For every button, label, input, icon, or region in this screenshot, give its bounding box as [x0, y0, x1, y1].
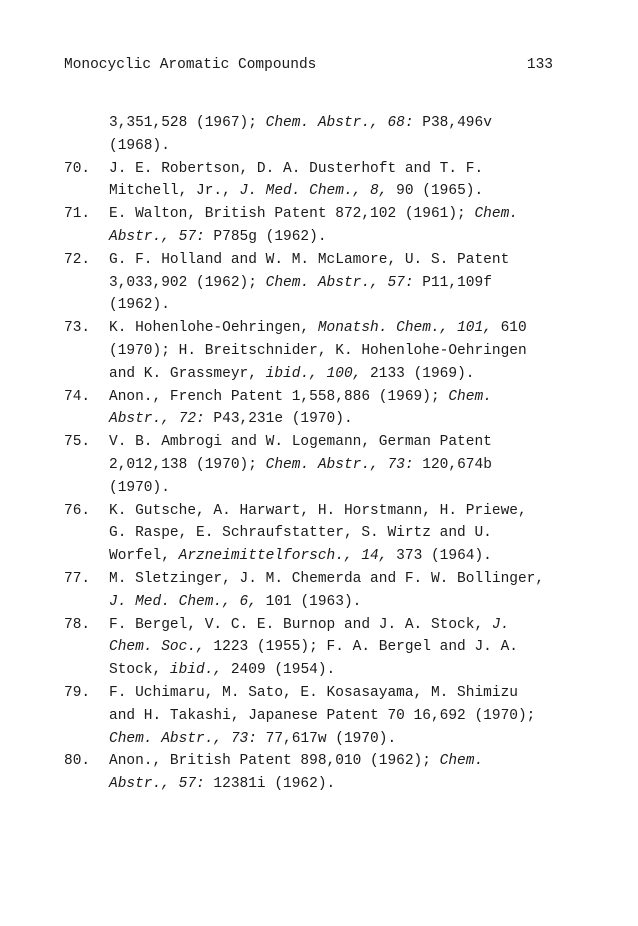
citation-text: 2,012,138 (1970);	[109, 456, 266, 473]
citation-text: J. E. Robertson, D. A. Dusterhoft and T. F.	[109, 160, 484, 177]
reference-number: 78.	[64, 616, 91, 633]
reference-line	[109, 180, 584, 203]
citation-italic-text: J.	[491, 616, 510, 633]
reference-line	[109, 636, 584, 659]
reference-line	[109, 614, 584, 637]
citation-text: M. Sletzinger, J. M. Chemerda and F. W. Bollinger,	[109, 570, 545, 587]
citation-text: 77,617w (1970).	[256, 730, 397, 747]
citation-text: 120,674b	[413, 456, 492, 473]
citation-italic-text: Chem. Abstr., 73:	[265, 456, 414, 473]
citation-text: E. Walton, British Patent 872,102 (1961);	[109, 206, 475, 223]
page-number: 133	[526, 57, 553, 73]
citation-text: G. F. Holland and W. M. McLamore, U. S. Patent	[109, 251, 510, 268]
reference-entry	[64, 317, 584, 385]
reference-number: 74.	[64, 388, 91, 405]
reference-line	[109, 705, 584, 728]
citation-text: Anon., British Patent 898,010 (1962);	[109, 753, 440, 770]
reference-entry	[64, 568, 584, 614]
citation-text: 610	[491, 320, 527, 337]
citation-text: K. Hohenlohe-Oehringen,	[109, 320, 318, 337]
reference-line	[109, 522, 584, 545]
reference-number: 75.	[64, 434, 91, 451]
citation-text: Mitchell, Jr.,	[109, 183, 240, 200]
citation-italic-text: ibid.,	[169, 662, 223, 679]
citation-italic-text: J. Med. Chem., 8,	[239, 183, 388, 200]
reference-line	[109, 750, 584, 773]
citation-text: 1223 (1955); F. A. Bergel and J. A.	[204, 639, 518, 656]
citation-text: V. B. Ambrogi and W. Logemann, German Patent	[109, 434, 492, 451]
reference-line	[109, 226, 584, 249]
reference-number: 77.	[64, 570, 91, 587]
citation-italic-text: Chem.	[474, 206, 518, 223]
citation-italic-text: Abstr., 57:	[109, 228, 205, 245]
citation-text: Stock,	[109, 662, 170, 679]
citation-italic-text: Abstr., 72:	[109, 411, 205, 428]
reference-entry	[64, 682, 584, 750]
reference-line	[109, 249, 584, 272]
reference-line	[109, 294, 584, 317]
citation-italic-text: ibid., 100,	[265, 365, 362, 382]
reference-entry	[64, 431, 584, 499]
citation-italic-text: Arzneimittelforsch., 14,	[178, 548, 388, 565]
citation-text: 2133 (1969).	[361, 365, 475, 382]
reference-line	[109, 112, 584, 135]
citation-italic-text: Chem.	[439, 753, 484, 770]
citation-text: F. Uchimaru, M. Sato, E. Kosasayama, M. Shimizu	[109, 684, 518, 701]
citation-text: and K. Grassmeyr,	[109, 365, 266, 382]
reference-entry	[64, 614, 584, 682]
citation-text: 373 (1964).	[387, 548, 492, 565]
citation-italic-text: Chem. Abstr., 57:	[265, 274, 414, 291]
citation-text: 12381i (1962).	[204, 776, 336, 793]
citation-text: (1970).	[109, 479, 170, 496]
citation-text: (1968).	[109, 137, 170, 154]
reference-line	[109, 500, 584, 523]
reference-entry	[64, 112, 584, 158]
reference-line	[109, 135, 584, 158]
reference-line	[109, 682, 584, 705]
citation-text: P11,109f	[413, 274, 492, 291]
reference-line	[109, 591, 584, 614]
citation-text: F. Bergel, V. C. E. Burnop and J. A. Stock,	[109, 616, 492, 633]
citation-text: 3,351,528 (1967);	[109, 115, 266, 131]
reference-number: 70.	[64, 160, 91, 177]
reference-number: 76.	[64, 502, 91, 519]
reference-line	[109, 477, 584, 500]
citation-text: G. Raspe, E. Schraufstatter, S. Wirtz and U.	[109, 525, 492, 542]
citation-text: 90 (1965).	[387, 183, 484, 200]
reference-number: 72.	[64, 251, 91, 268]
reference-line	[109, 568, 584, 591]
citation-text: Anon., French Patent 1,558,886 (1969);	[109, 388, 449, 405]
citation-italic-text: Chem. Soc.,	[109, 639, 205, 656]
reference-line	[109, 363, 584, 386]
citation-text: and H. Takashi, Japanese Patent 70 16,692 (1970);	[109, 707, 536, 724]
citation-text: K. Gutsche, A. Harwart, H. Horstmann, H. Priewe,	[109, 502, 527, 519]
reference-line	[109, 317, 584, 340]
citation-text: 2409 (1954).	[222, 662, 336, 679]
citation-italic-text: J. Med. Chem., 6,	[109, 593, 257, 610]
citation-italic-text: Chem.	[448, 388, 492, 405]
reference-line	[109, 408, 584, 431]
reference-line	[109, 454, 584, 477]
citation-text: 3,033,902 (1962);	[109, 274, 266, 291]
reference-line	[109, 386, 584, 409]
running-title: Monocyclic Aromatic Compounds	[64, 57, 317, 73]
citation-italic-text: Chem. Abstr., 68:	[265, 115, 414, 131]
citation-italic-text: Monatsh. Chem., 101,	[317, 320, 492, 337]
reference-entry	[64, 203, 584, 249]
citation-text: P38,496v	[413, 115, 492, 131]
reference-entry	[64, 750, 584, 796]
citation-italic-text: Chem. Abstr., 73:	[109, 730, 257, 747]
citation-text: P785g (1962).	[204, 228, 327, 245]
reference-line	[109, 659, 584, 682]
reference-entry	[64, 158, 584, 204]
reference-line	[109, 340, 584, 363]
reference-number: 79.	[64, 684, 91, 701]
reference-line	[109, 728, 584, 751]
reference-entry	[64, 249, 584, 317]
reference-number: 73.	[64, 320, 91, 337]
reference-line	[109, 158, 584, 181]
citation-text: (1970); H. Breitschnider, K. Hohenlohe-Oehringen	[109, 342, 527, 359]
citation-text: Worfel,	[109, 548, 179, 565]
reference-line	[109, 272, 584, 295]
reference-line	[109, 431, 584, 454]
reference-list	[64, 112, 584, 796]
citation-italic-text: Abstr., 57:	[109, 776, 205, 793]
reference-number: 71.	[64, 206, 91, 223]
reference-line	[109, 773, 584, 796]
citation-text: (1962).	[109, 297, 170, 314]
reference-entry	[64, 386, 584, 432]
reference-entry	[64, 500, 584, 568]
reference-line	[109, 203, 584, 226]
citation-text: P43,231e (1970).	[204, 411, 353, 428]
citation-text: 101 (1963).	[256, 593, 362, 610]
reference-number: 80.	[64, 753, 91, 770]
reference-line	[109, 545, 584, 568]
